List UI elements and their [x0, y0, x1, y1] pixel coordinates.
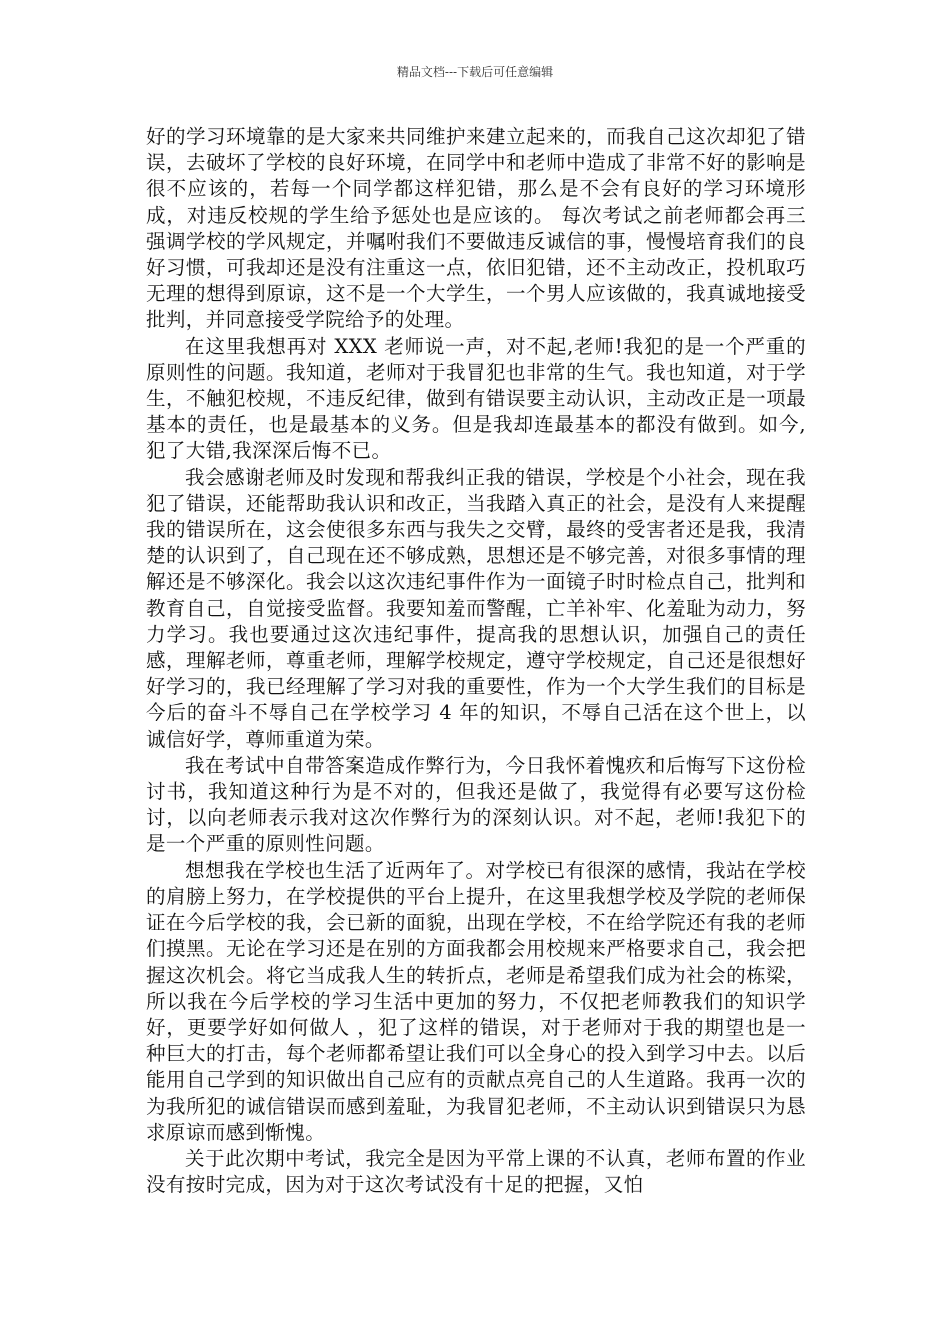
paragraph-reflection: 想想我在学校也生活了近两年了。对学校已有很深的感情，我站在学校的肩膀上努力，在学校提供的平台上提升，在这里我想学校及学院的老师保证在今后学校的我，会已新的面貌，出现在学校，不在给学院还有我的老师们摸黑。无论在学习还是在别的方面我都会用校规来严格要求自己，我会把握这次机会。将它当成我人生的转折点，老师是希望我们成为社会的栋梁，所以我在今后学校的学习生活中更加的努力，不仅把老师教我们的知识学好，更要学好如何做人 ，犯了这样的错误，对于老师对于我的期望也是一种巨大的打击，每个老师都希望让我们可以全身心的投入到学习中去。以后能用自己学到的知识做出自己应有的贡献点亮自己的人生道路。我再一次的为我所犯的诚信错误而感到羞耻，为我冒犯老师，不主动认识到错误只为恳求原谅而感到惭愧。 — [146, 858, 806, 1144]
paragraph-continuation: 好的学习环境靠的是大家来共同维护来建立起来的，而我自己这次却犯了错误，去破坏了学校的良好环境，在同学中和老师中造成了非常不好的影响是很不应该的，若每一个同学都这样犯错，那么是不会有良好的学习环境形成，对违反校规的学生给予惩处也是应该的。 每次考试之前老师都会再三强调学校的学风规定，并嘱咐我们不要做违反诚信的事，慢慢培育我们的良好习惯，可我却还是没有注重这一点，依旧犯错，还不主动改正，投机取巧无理的想得到原谅，这不是一个大学生，一个男人应该做的，我真诚地接受批判，并同意接受学院给予的处理。 — [146, 125, 806, 332]
paragraph-apology-teacher: 在这里我想再对 XXX 老师说一声，对不起,老师!我犯的是一个严重的原则性的问题。我知道，老师对于我冒犯也非常的生气。我也知道，对于学生，不触犯校规，不违反纪律，做到有错误要主动认识，主动改正是一项最基本的责任，也是最基本的义务。但是我却连最基本的都没有做到。如今,犯了大错,我深深后悔不已。 — [146, 334, 806, 463]
paragraph-cheating-admission: 我在考试中自带答案造成作弊行为，今日我怀着愧疚和后悔写下这份检讨书，我知道这种行为是不对的，但我还是做了，我觉得有必要写这份检讨，以向老师表示我对这次作弊行为的深刻认识。对不起，老师!我犯下的是一个严重的原则性问题。 — [146, 753, 806, 856]
document-body — [146, 124, 806, 1198]
paragraph-midterm: 关于此次期中考试，我完全是因为平常上课的不认真，老师布置的作业没有按时完成，因为对于这次考试没有十足的把握，又怕 — [146, 1146, 806, 1197]
paragraph-gratitude: 我会感谢老师及时发现和帮我纠正我的错误，学校是个小社会，现在我犯了错误，还能帮助我认识和改正，当我踏入真正的社会，是没有人来提醒我的错误所在，这会使很多东西与我失之交臂，最终的受害者还是我，我清楚的认识到了，自己现在还不够成熟，思想还是不够完善，对很多事情的理解还是不够深化。我会以这次违纪事件作为一面镜子时时检点自己，批判和教育自己，自觉接受监督。我要知羞而警醒，亡羊补牢、化羞耻为动力，努力学习。我也要通过这次违纪事件，提高我的思想认识，加强自己的责任感，理解老师，尊重老师，理解学校规定，遵守学校规定，自己还是很想好好学习的，我已经理解了学习对我的重要性，作为一个大学生我们的目标是今后的奋斗不辱自己在学校学习 4 年的知识，不辱自己活在这个世上，以诚信好学，尊师重道为荣。 — [146, 465, 806, 751]
page-header: 精品文档---下载后可任意编辑 — [396, 65, 554, 79]
